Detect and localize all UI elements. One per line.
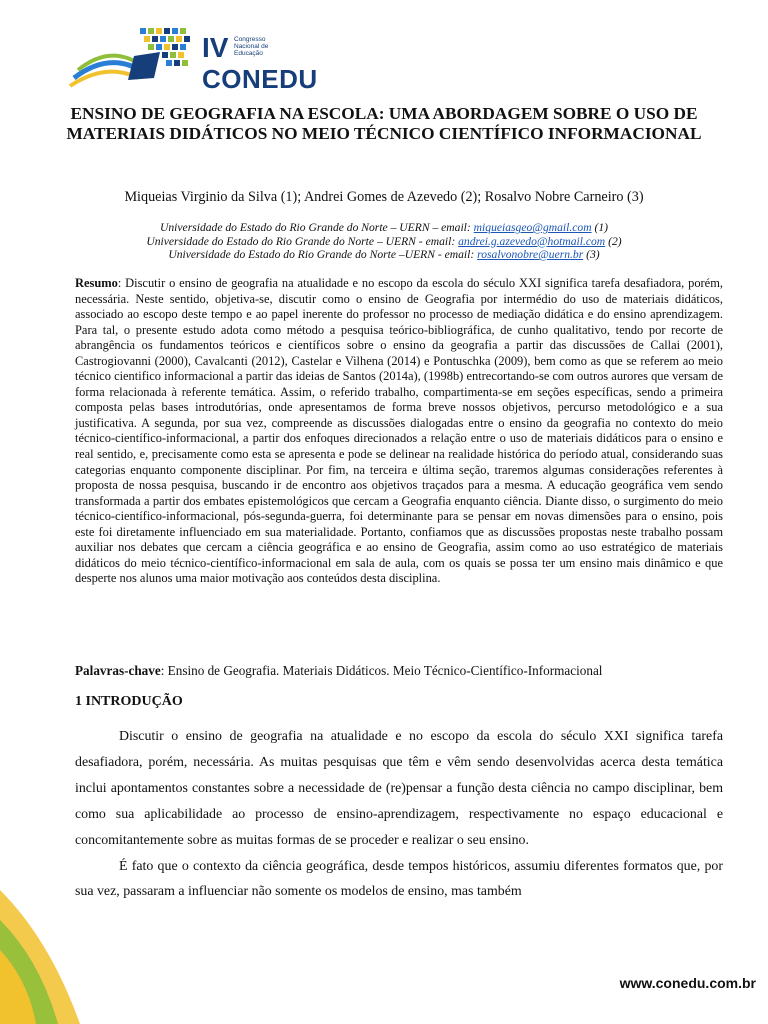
abstract-label: Resumo: [75, 276, 118, 290]
email-link[interactable]: miqueiasgeo@gmail.com: [473, 221, 592, 234]
logo-brand: CONEDU: [202, 64, 318, 94]
keywords-label: Palavras-chave: [75, 663, 161, 678]
paper-title: ENSINO DE GEOGRAFIA NA ESCOLA: UMA ABORDAGEM SOBRE O USO DE MATERIAIS DIDÁTICOS NO MEIO TÉCNICO CIENTÍFICO INFORMACIONAL: [66, 104, 702, 143]
abstract: [75, 276, 723, 587]
affiliations: [60, 221, 708, 262]
intro-paragraph: Discutir o ensino de geografia na atualidade e no escopo da escola do século XXI significa tarefa desafiadora, porém, necessária. As muitas pesquisas que têm e vêm sendo desenvolvidas acerca desta temática inclui apontamentos constantes sobre a necessidade de (re)pensar a função desta ciência no campo disciplinar, bem como sua aplicabilidade ao processo de ensino-aprendizagem, respectivamente no espaço educacional e concomitantemente sobre as muitas formas de se proceder e realizar o seu ensino.: [75, 729, 723, 848]
logo-edition: IV: [202, 32, 229, 63]
affiliation-text: Universidade do Estado do Rio Grande do Norte – UERN - email:: [146, 234, 459, 248]
affiliation-line: [60, 221, 708, 235]
email-link[interactable]: rosalvonobre@uern.br: [477, 248, 584, 261]
footer-url[interactable]: www.conedu.com.br: [619, 975, 756, 991]
affiliation-text: Universidade do Estado do Rio Grande do Norte – UERN – email:: [160, 221, 474, 234]
email-link[interactable]: andrei.g.azevedo@hotmail.com: [458, 234, 606, 248]
keywords: [75, 663, 723, 679]
paper-authors: Miqueias Virginio da Silva (1); Andrei Gomes de Azevedo (2); Rosalvo Nobre Carneiro (3): [124, 189, 644, 205]
keywords-text: : Ensino de Geografia. Materiais Didáticos. Meio Técnico-Científico-Informacional: [160, 663, 603, 678]
affiliation-text: Universidade do Estado do Rio Grande do Norte –UERN - email:: [168, 248, 478, 261]
intro-paragraph: É fato que o contexto da ciência geográfica, desde tempos históricos, assumiu diferentes formatos que, por sua vez, passaram a influenciar não somente os modelos de ensino, mas também: [75, 858, 723, 900]
affiliation-line: [60, 235, 708, 249]
abstract-text: : Discutir o ensino de geografia na atualidade e no escopo da escola do século XXI significa tarefa desafiadora, porém, necessária. Neste sentido, objetiva-se, discutir como o ensino de Geografia por intermédio do uso de materiais didáticos, associado ao escopo deste tempo e ao papel inerente do professor no processo de mediação didática e do ensino aprendizagem. Para tal, o presente estudo adota como método a pesquisa teórico-bibliográfica, de cunho qualitativo, tendo por recorte de abrangência os fundamentos teóricos e científicos sobre o ensino da geografia a partir das discussões de Callai (2001), Castrogiovanni (2000), Cavalcanti (2012), Castelar e Vilhena (2014) e Pontuschka (2009), bem como as que se referem ao meio técnico cientifico informacional a partir das ideias de Santos (2014a), (1998b) entrecortando-se com outros aurores que versam de forma relacionada à referente temática. Assim, o referido trabalho, compartimenta-se em seções específicas, sendo a primeira composta pelas bases introdutórias, onde apresentamos de forma breve nossos objetivos, percurso metodológico e a sua justificativa. A segunda, por sua vez, compreende as discussões dialogadas entre o ensino da geografia no contexto do meio técnico-científico-informacional, a partir dos enfoques direcionados a relação entre o uso de materiais didáticos para o ensino e real sentido, e, precisamente como esta se apresenta e pode se delinear na realidade histórica do período atual, considerando suas categorias enquanto componente disciplinar. Por fim, na terceira e última seção, traremos algumas considerações referentes à proposta de nossa pesquisa, buscando ir de encontro aos objetivos traçados para a mesma. A educação geográfica vem sendo transformada a partir dos embates epistemológicos que cercam a Geografia enquanto ciência. Diante disso, o surgimento do meio técnico-científico-informacional, pós-segunda-guerra, foi determinante para se pensar em novas dimensões para o ensino, pois este foi diretamente influenciado em sua materialidade. Portanto, confiamos que as discussões propostas neste trabalho possam auxiliar nos debates que cercam a ciência geográfica e ao ensino de Geografia, assim como ao uso estratégico de materiais didáticos do meio técnico-científico-informacional em sala de aula, com os quais se possa ter um ensino mais dinâmico e que desperte nos alunos uma maior motivação aos conteúdos desta disciplina.: [75, 276, 723, 586]
conedu-logo: [68, 22, 318, 94]
logo-subtitle: Congresso Nacional de Educação: [234, 36, 269, 57]
footer-wave-decoration: [0, 880, 110, 1024]
affiliation-number: (1): [591, 221, 608, 234]
section-heading: 1 INTRODUÇÃO: [75, 694, 183, 709]
book-mosaic-icon: [68, 22, 202, 94]
affiliation-number: (2): [605, 234, 622, 248]
affiliation-line: [60, 248, 708, 262]
introduction: [75, 724, 723, 905]
affiliation-number: (3): [583, 248, 600, 261]
